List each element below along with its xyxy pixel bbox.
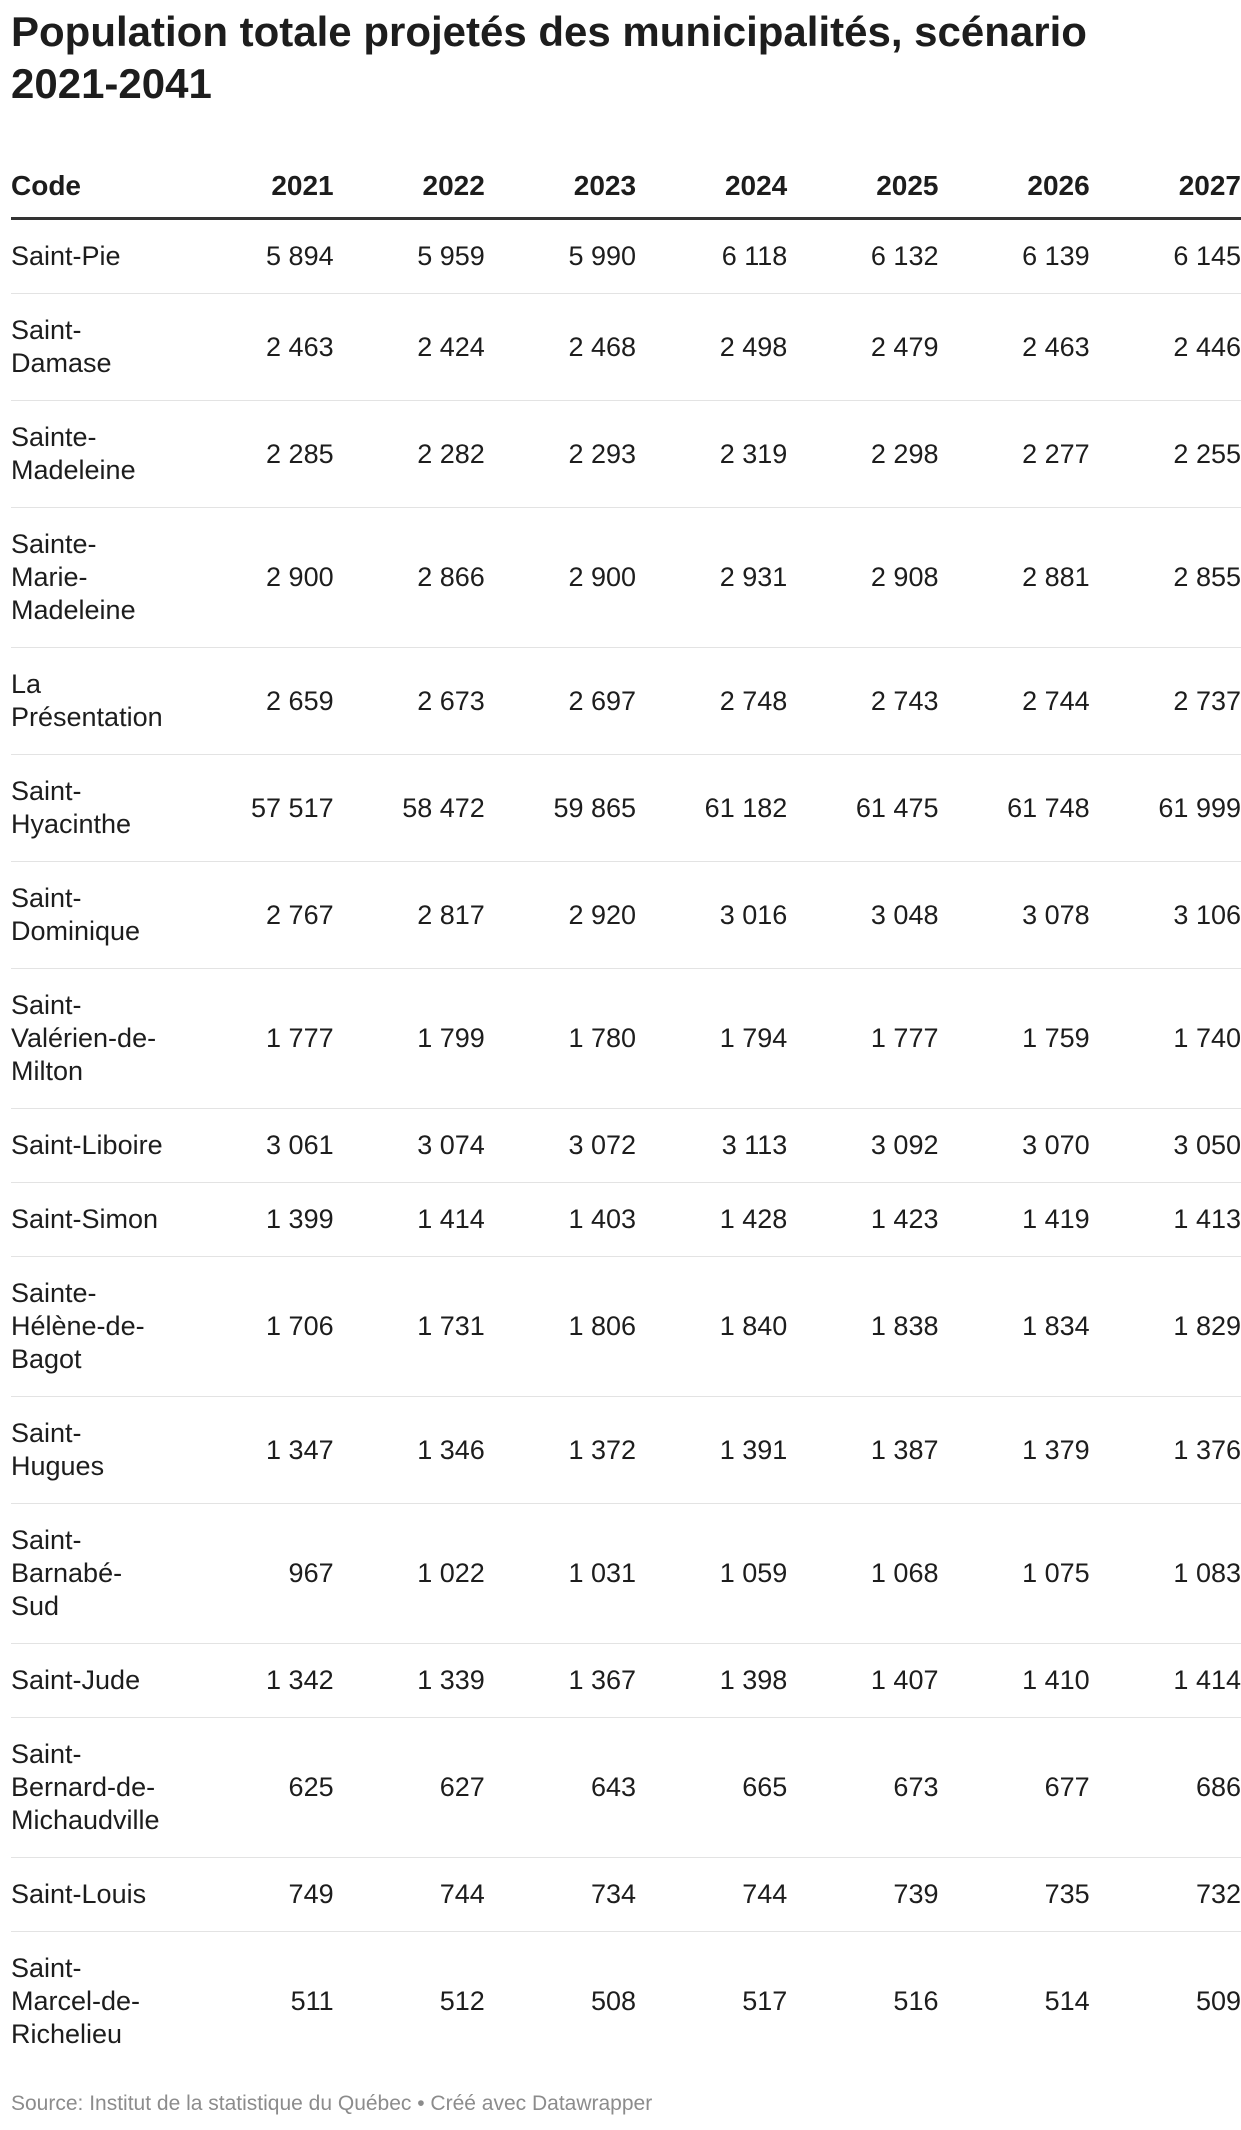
population-value-2027: 1 083: [1090, 1504, 1241, 1644]
population-value-2027: 732: [1090, 1858, 1241, 1932]
municipality-name: [11, 1504, 182, 1644]
population-value-2024: 1 840: [636, 1257, 787, 1397]
municipality-name-line: La: [11, 669, 42, 699]
population-value-2024: 2 319: [636, 401, 787, 508]
municipality-name-line: Saint-: [11, 990, 82, 1020]
population-value-2026: 1 075: [938, 1504, 1089, 1644]
table-row: [11, 862, 1241, 969]
population-value-2026: 677: [938, 1718, 1089, 1858]
municipality-name-line: Hélène-de-: [11, 1311, 145, 1341]
municipality-name: [11, 1257, 182, 1397]
population-table: [11, 155, 1241, 2071]
population-value-2023: 1 780: [485, 969, 636, 1109]
population-value-2027: 3 050: [1090, 1109, 1241, 1183]
population-value-2023: 2 920: [485, 862, 636, 969]
population-value-2025: 739: [787, 1858, 938, 1932]
population-value-2027: 2 255: [1090, 401, 1241, 508]
population-value-2022: 1 731: [334, 1257, 485, 1397]
municipality-name-line: Saint-: [11, 1525, 82, 1555]
population-value-2025: 1 777: [787, 969, 938, 1109]
municipality-name-line: Saint-Jude: [11, 1665, 141, 1695]
table-body: [11, 219, 1241, 2072]
municipality-name: [11, 862, 182, 969]
population-value-2022: 1 022: [334, 1504, 485, 1644]
population-value-2024: 2 498: [636, 294, 787, 401]
population-value-2021: 2 659: [182, 648, 333, 755]
population-value-2023: 59 865: [485, 755, 636, 862]
population-value-2022: 58 472: [334, 755, 485, 862]
population-value-2022: 5 959: [334, 219, 485, 294]
population-value-2023: 1 031: [485, 1504, 636, 1644]
municipality-name-line: Hyacinthe: [11, 809, 132, 839]
population-value-2022: 1 414: [334, 1183, 485, 1257]
population-value-2023: 2 900: [485, 508, 636, 648]
population-value-2025: 2 908: [787, 508, 938, 648]
table-row: [11, 219, 1241, 294]
population-value-2024: 517: [742, 1986, 788, 2016]
population-value-2026: 6 139: [938, 219, 1089, 294]
population-value-2022: 1 346: [334, 1397, 485, 1504]
municipality-name: [11, 1109, 182, 1183]
municipality-name-line: Michaudville: [11, 1805, 160, 1835]
population-value-2025: 1 407: [787, 1644, 938, 1718]
population-value-2026: 3 078: [938, 862, 1089, 969]
population-value-2022: 1 339: [334, 1644, 485, 1718]
population-value-2027: 1 413: [1090, 1183, 1241, 1257]
population-value-2026: 2 881: [938, 508, 1089, 648]
population-value-2022: 627: [334, 1718, 485, 1858]
population-value-2021: 57 517: [182, 755, 333, 862]
population-value-2026: 1 410: [938, 1644, 1089, 1718]
municipality-name-line: Valérien-de-: [11, 1023, 157, 1053]
column-header-2022[interactable]: 2022: [334, 155, 485, 219]
municipality-name: [11, 401, 182, 508]
population-value-2022: 2 673: [334, 648, 485, 755]
municipality-name-line: Sainte-: [11, 422, 97, 452]
municipality-name-line: Sainte-: [11, 529, 97, 559]
population-value-2024: 61 182: [636, 755, 787, 862]
population-value-2025: 673: [787, 1718, 938, 1858]
population-value-2023: 1 806: [485, 1257, 636, 1397]
table-row: [11, 294, 1241, 401]
municipality-name: [11, 755, 182, 862]
municipality-name-line: Damase: [11, 348, 112, 378]
municipality-name-line: Sud: [11, 1591, 60, 1621]
population-value-2026: 2 744: [938, 648, 1089, 755]
population-value-2027: 6 145: [1090, 219, 1241, 294]
population-value-2022: 2 282: [334, 401, 485, 508]
table-row: [11, 1257, 1241, 1397]
population-value-2025: 1 423: [787, 1183, 938, 1257]
population-value-2025: 1 068: [787, 1504, 938, 1644]
table-row: [11, 401, 1241, 508]
population-value-2026: 735: [938, 1858, 1089, 1932]
municipality-name: [11, 648, 182, 755]
table-row: [11, 1858, 1241, 1932]
population-value-2027: 1 740: [1090, 969, 1241, 1109]
municipality-name-line: Barnabé-: [11, 1558, 123, 1588]
population-value-2021: 1 342: [182, 1644, 333, 1718]
population-value-2021: 967: [182, 1504, 333, 1644]
chart-title: Population totale projetés des municipalités, scénario 2021-2041: [11, 8, 1087, 107]
municipality-name-line: Saint-: [11, 315, 82, 345]
column-header-2021[interactable]: 2021: [182, 155, 333, 219]
municipality-name: [11, 1932, 182, 2072]
population-value-2021: 3 061: [182, 1109, 333, 1183]
source-note: Source: Institut de la statistique du Québec • Créé avec Datawrapper: [11, 2092, 653, 2115]
population-value-2025: 2 298: [787, 401, 938, 508]
population-value-2021: 2 900: [182, 508, 333, 648]
population-value-2021: 511: [290, 1986, 334, 2016]
population-value-2026: 61 748: [938, 755, 1089, 862]
population-value-2024: 3 016: [636, 862, 787, 969]
population-value-2026: 1 834: [938, 1257, 1089, 1397]
column-header-code[interactable]: Code: [11, 155, 182, 219]
municipality-name: [11, 1183, 182, 1257]
municipality-name-line: Saint-Simon: [11, 1204, 159, 1234]
table-row: [11, 1718, 1241, 1858]
population-value-2021: 749: [182, 1858, 333, 1932]
municipality-name-line: Madeleine: [11, 595, 136, 625]
population-value-2023: 2 468: [485, 294, 636, 401]
population-value-2022: 1 799: [334, 969, 485, 1109]
population-value-2025: 3 092: [787, 1109, 938, 1183]
population-value-2022: 3 074: [334, 1109, 485, 1183]
municipality-name-line: Richelieu: [11, 2019, 123, 2049]
population-value-2024: 1 428: [636, 1183, 787, 1257]
table-row: [11, 1397, 1241, 1504]
population-value-2022: 744: [334, 1858, 485, 1932]
municipality-name-line: Saint-: [11, 1739, 82, 1769]
population-value-2021: 1 706: [182, 1257, 333, 1397]
population-value-2027: 3 106: [1090, 862, 1241, 969]
table-row: [11, 1183, 1241, 1257]
population-value-2027: 509: [1195, 1986, 1241, 2016]
population-value-2025: 3 048: [787, 862, 938, 969]
population-value-2021: 1 347: [182, 1397, 333, 1504]
population-value-2025: 2 743: [787, 648, 938, 755]
population-value-2026: 3 070: [938, 1109, 1089, 1183]
municipality-name-line: Saint-Pie: [11, 241, 121, 271]
municipality-name-line: Madeleine: [11, 455, 136, 485]
population-value-2026: 514: [1044, 1986, 1090, 2016]
municipality-name-line: Dominique: [11, 916, 141, 946]
population-value-2023: 5 990: [485, 219, 636, 294]
table-row: [11, 1504, 1241, 1644]
population-value-2025: 61 475: [787, 755, 938, 862]
population-value-2022: 2 424: [334, 294, 485, 401]
population-value-2025: 2 479: [787, 294, 938, 401]
population-value-2021: 5 894: [182, 219, 333, 294]
population-value-2024: 665: [636, 1718, 787, 1858]
population-value-2023: 643: [485, 1718, 636, 1858]
table-row: [11, 648, 1241, 755]
municipality-name-line: Bagot: [11, 1344, 82, 1374]
population-value-2025: 6 132: [787, 219, 938, 294]
municipality-name-line: Présentation: [11, 702, 163, 732]
municipality-name-line: Saint-: [11, 776, 82, 806]
table-row: [11, 755, 1241, 862]
population-value-2021: 625: [182, 1718, 333, 1858]
population-value-2024: 6 118: [636, 219, 787, 294]
population-value-2023: 508: [590, 1986, 637, 2016]
population-value-2027: 1 414: [1090, 1644, 1241, 1718]
population-value-2026: 1 419: [938, 1183, 1089, 1257]
table-row: [11, 1109, 1241, 1183]
municipality-name-line: Hugues: [11, 1451, 105, 1481]
population-value-2021: 2 463: [182, 294, 333, 401]
population-value-2027: 2 446: [1090, 294, 1241, 401]
population-value-2024: 1 398: [636, 1644, 787, 1718]
population-value-2024: 3 113: [636, 1109, 787, 1183]
column-header-2023[interactable]: 2023: [485, 155, 636, 219]
municipality-name-line: Marcel-de-: [11, 1986, 141, 2016]
municipality-name-line: Saint-: [11, 1418, 82, 1448]
table-row: [11, 1644, 1241, 1718]
population-value-2022: 2 866: [334, 508, 485, 648]
population-value-2026: 2 463: [938, 294, 1089, 401]
population-value-2027: 2 737: [1090, 648, 1241, 755]
municipality-name: [11, 294, 182, 401]
municipality-name: [11, 219, 182, 294]
population-value-2023: 2 697: [485, 648, 636, 755]
population-value-2023: 734: [485, 1858, 636, 1932]
municipality-name: [11, 508, 182, 648]
column-header-2024[interactable]: 2024: [636, 155, 787, 219]
population-value-2027: 61 999: [1090, 755, 1241, 862]
population-value-2024: 1 391: [636, 1397, 787, 1504]
column-header-2027[interactable]: 2027: [1090, 155, 1241, 219]
population-value-2026: 1 379: [938, 1397, 1089, 1504]
population-value-2026: 1 759: [938, 969, 1089, 1109]
table-header-row: [11, 155, 1241, 219]
municipality-name-line: Marie-: [11, 562, 88, 592]
column-header-2026[interactable]: 2026: [938, 155, 1089, 219]
population-value-2021: 2 767: [182, 862, 333, 969]
population-value-2024: 2 748: [636, 648, 787, 755]
municipality-name-line: Milton: [11, 1056, 84, 1086]
table-row: [11, 1932, 1241, 2072]
population-value-2026: 2 277: [938, 401, 1089, 508]
municipality-name-line: Saint-: [11, 883, 82, 913]
population-value-2022: 512: [439, 1986, 485, 2016]
population-value-2027: 2 855: [1090, 508, 1241, 648]
municipality-name-line: Saint-Louis: [11, 1879, 147, 1909]
population-value-2022: 2 817: [334, 862, 485, 969]
population-value-2021: 1 777: [182, 969, 333, 1109]
population-value-2023: 1 372: [485, 1397, 636, 1504]
population-value-2027: 1 829: [1090, 1257, 1241, 1397]
table-row: [11, 969, 1241, 1109]
population-value-2023: 3 072: [485, 1109, 636, 1183]
municipality-name: [11, 1644, 182, 1718]
municipality-name: [11, 1718, 182, 1858]
municipality-name-line: Bernard-de-: [11, 1772, 156, 1802]
population-value-2024: 1 794: [636, 969, 787, 1109]
population-value-2021: 2 285: [182, 401, 333, 508]
population-value-2024: 2 931: [636, 508, 787, 648]
municipality-name: [11, 1397, 182, 1504]
data-table-container: [11, 155, 1241, 2071]
municipality-name-line: Saint-: [11, 1953, 82, 1983]
population-value-2023: 2 293: [485, 401, 636, 508]
municipality-name-line: Saint-Liboire: [11, 1130, 163, 1160]
population-value-2023: 1 403: [485, 1183, 636, 1257]
population-value-2024: 1 059: [636, 1504, 787, 1644]
municipality-name-line: Sainte-: [11, 1278, 97, 1308]
population-value-2025: 1 387: [787, 1397, 938, 1504]
population-value-2023: 1 367: [485, 1644, 636, 1718]
population-value-2024: 744: [636, 1858, 787, 1932]
municipality-name: [11, 1858, 182, 1932]
population-value-2027: 1 376: [1090, 1397, 1241, 1504]
population-value-2025: 516: [893, 1986, 939, 2016]
population-value-2025: 1 838: [787, 1257, 938, 1397]
population-value-2021: 1 399: [182, 1183, 333, 1257]
column-header-2025[interactable]: 2025: [787, 155, 938, 219]
table-row: [11, 508, 1241, 648]
municipality-name: [11, 969, 182, 1109]
population-value-2027: 686: [1090, 1718, 1241, 1858]
